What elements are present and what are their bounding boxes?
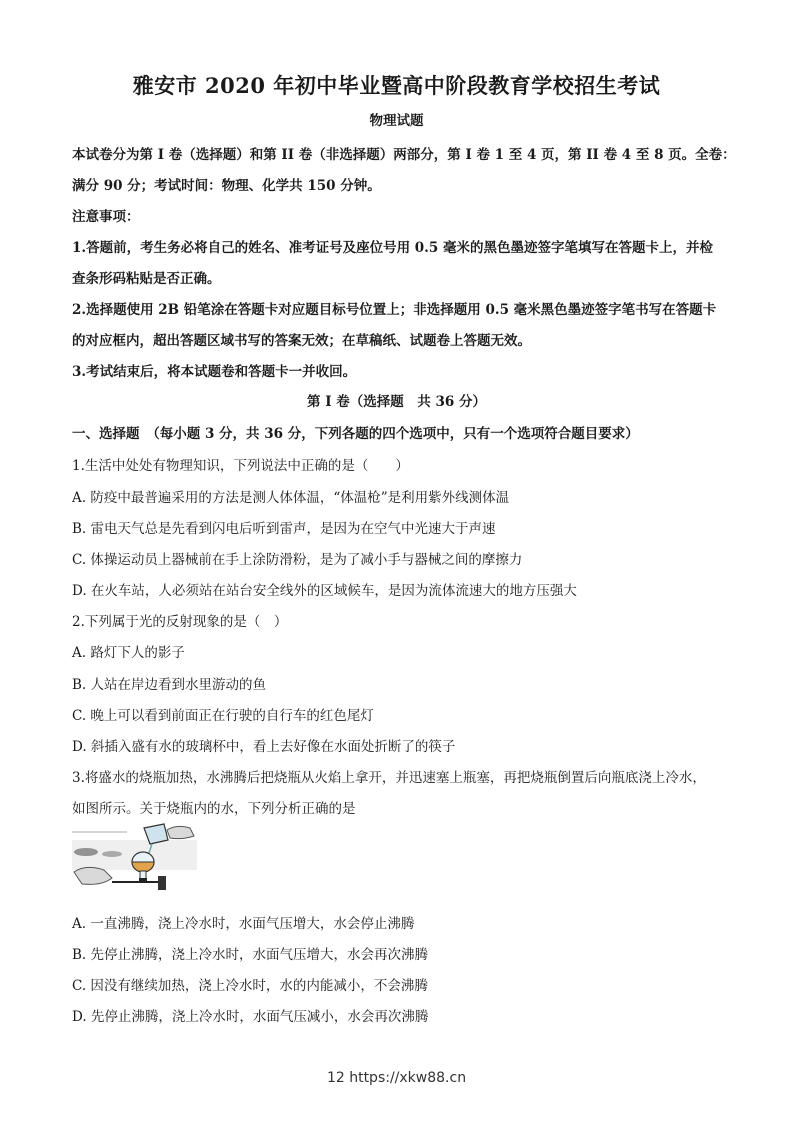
note-1-line-2: 查条形码粘贴是否正确。: [72, 271, 221, 287]
question-3-option-a: A. 一直沸腾，浇上冷水时，水面气压增大，水会停止沸腾: [72, 916, 415, 932]
question-2-stem: 2.下列属于光的反射现象的是（ ）: [72, 614, 288, 630]
note-2-line-1: 2.选择题使用 2B 铅笔涂在答题卡对应题目标号位置上；非选择题用 0.5 毫米黑色墨迹签字笔书写在答题卡: [72, 302, 717, 318]
question-3-option-b: B. 先停止沸腾，浇上冷水时，水面气压增大，水会再次沸腾: [72, 947, 429, 963]
subject-subtitle: 物理试题: [369, 113, 424, 129]
question-1-option-a: A. 防疫中最普遍采用的方法是测人体体温，“体温枪”是利用紫外线测体温: [72, 490, 510, 506]
question-2-option-d: D. 斜插入盛有水的玻璃杯中，看上去好像在水面处折断了的筷子: [72, 739, 456, 755]
flask-pouring-water-icon: [72, 820, 197, 892]
question-2-option-b: B. 人站在岸边看到水里游动的鱼: [72, 677, 267, 693]
question-3-stem-line-2: 如图所示。关于烧瓶内的水，下列分析正确的是: [72, 801, 356, 817]
page-footer: 12 https://xkw88.cn: [326, 1070, 467, 1086]
note-1-line-1: 1.答题前，考生务必将自己的姓名、准考证号及座位号用 0.5 毫米的黑色墨迹签字笔填写在答题卡上，并检: [72, 240, 713, 256]
flask-figure: [72, 820, 197, 892]
question-1-option-c: C. 体操运动员上器械前在手上涂防滑粉，是为了减小手与器械之间的摩擦力: [72, 552, 523, 568]
question-2-option-a: A. 路灯下人的影子: [72, 645, 185, 661]
notes-heading: 注意事项：: [72, 209, 140, 225]
question-1-option-d: D. 在火车站，人必须站在站台安全线外的区域候车，是因为流体流速大的地方压强大: [72, 583, 577, 599]
note-3: 3.考试结束后，将本试题卷和答题卡一并收回。: [72, 364, 357, 380]
intro-line-2: 满分 90 分；考试时间：物理、化学共 150 分钟。: [72, 178, 381, 194]
page-title: 雅安市 2020 年初中毕业暨高中阶段教育学校招生考试: [132, 73, 661, 98]
question-1-option-b: B. 雷电天气总是先看到闪电后听到雷声，是因为在空气中光速大于声速: [72, 521, 496, 537]
section-title: 第 I 卷（选择题 共 36 分）: [307, 394, 486, 410]
intro-line-1: 本试卷分为第 I 卷（选择题）和第 II 卷（非选择题）两部分，第 I 卷 1 至 4 页，第 II 卷 4 至 8 页。全卷：: [72, 147, 736, 163]
question-3-option-d: D. 先停止沸腾，浇上冷水时，水面气压减小，水会再次沸腾: [72, 1009, 429, 1025]
question-2-option-c: C. 晚上可以看到前面正在行驶的自行车的红色尾灯: [72, 708, 374, 724]
note-2-line-2: 的对应框内，超出答题区域书写的答案无效；在草稿纸、试题卷上答题无效。: [72, 333, 531, 349]
question-3-option-c: C. 因没有继续加热，浇上冷水时，水的内能减小，不会沸腾: [72, 978, 428, 994]
question-3-stem-line-1: 3.将盛水的烧瓶加热，水沸腾后把烧瓶从火焰上拿开，并迅速塞上瓶塞，再把烧瓶倒置后向瓶底浇上冷水，: [72, 770, 706, 786]
question-1-stem: 1.生活中处处有物理知识，下列说法中正确的是（ ）: [72, 458, 409, 474]
part-heading: 一、选择题 （每小题 3 分，共 36 分，下列各题的四个选项中，只有一个选项符合题目要求）: [72, 426, 639, 442]
